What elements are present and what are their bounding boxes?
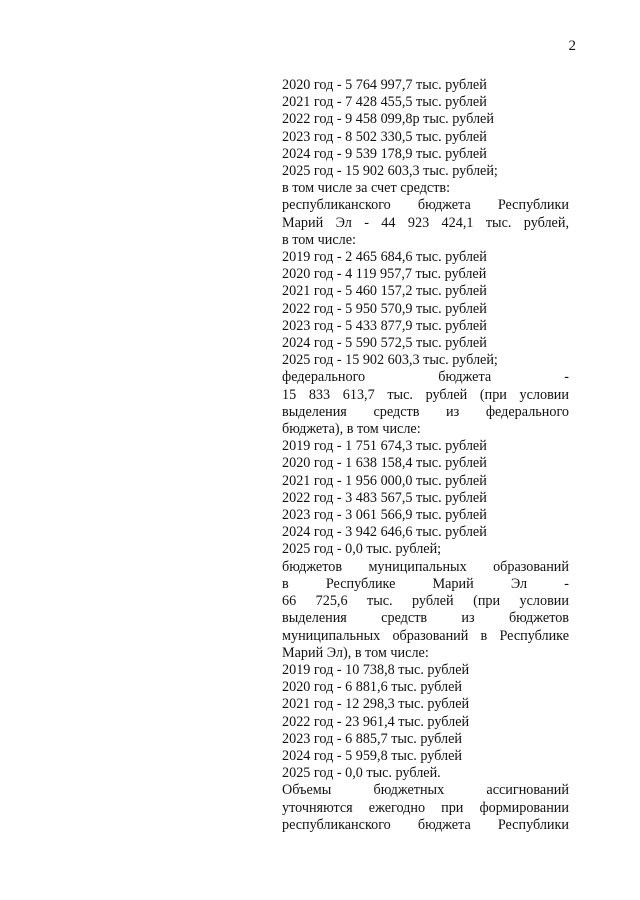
- text-line: 2020 год - 6 881,6 тыс. рублей: [282, 679, 462, 696]
- text-line: 2025 год - 0,0 тыс. рублей;: [282, 541, 442, 558]
- text-line: в Республике Марий Эл -: [282, 575, 569, 592]
- text-line: бюджета), в том числе:: [282, 421, 421, 438]
- text-line: 2021 год - 7 428 455,5 тыс. рублей: [282, 94, 487, 111]
- text-line: 2024 год - 5 590 572,5 тыс. рублей: [282, 335, 487, 352]
- text-line: 2020 год - 4 119 957,7 тыс. рублей: [282, 266, 487, 283]
- text-line: 2024 год - 9 539 178,9 тыс. рублей: [282, 145, 487, 162]
- text-line: 15 833 613,7 тыс. рублей (при условии: [282, 386, 569, 403]
- text-line: выделения средств из федерального: [282, 403, 569, 420]
- text-line: 2023 год - 5 433 877,9 тыс. рублей: [282, 317, 487, 334]
- text-line: 2020 год - 1 638 158,4 тыс. рублей: [282, 455, 487, 472]
- text-line: 2022 год - 23 961,4 тыс. рублей: [282, 713, 470, 730]
- text-line: 2021 год - 12 298,3 тыс. рублей: [282, 696, 470, 713]
- page-number: 2: [568, 38, 576, 54]
- text-line: 66 725,6 тыс. рублей (при условии: [282, 593, 569, 610]
- text-line: уточняются ежегодно при формировании: [282, 799, 569, 816]
- text-line: 2021 год - 5 460 157,2 тыс. рублей: [282, 283, 487, 300]
- text-line: 2025 год - 15 902 603,3 тыс. рублей;: [282, 352, 498, 369]
- text-line: в том числе:: [282, 231, 356, 248]
- text-line: федерального бюджета -: [282, 369, 569, 386]
- text-line: выделения средств из бюджетов: [282, 610, 569, 627]
- text-line: бюджетов муниципальных образований: [282, 558, 569, 575]
- text-line: 2022 год - 9 458 099,8р тыс. рублей: [282, 111, 494, 128]
- text-line: 2023 год - 6 885,7 тыс. рублей: [282, 730, 462, 747]
- funding-text-column: [282, 77, 569, 834]
- text-line: Объемы бюджетных ассигнований: [282, 782, 569, 799]
- text-line: республиканского бюджета Республики: [282, 197, 569, 214]
- text-line: 2021 год - 1 956 000,0 тыс. рублей: [282, 472, 487, 489]
- text-line: 2019 год - 10 738,8 тыс. рублей: [282, 661, 470, 678]
- text-line: Марий Эл), в том числе:: [282, 644, 429, 661]
- text-line: 2019 год - 1 751 674,3 тыс. рублей: [282, 438, 487, 455]
- text-line: 2025 год - 0,0 тыс. рублей.: [282, 765, 441, 782]
- text-line: республиканского бюджета Республики: [282, 816, 569, 833]
- text-line: 2019 год - 2 465 684,6 тыс. рублей: [282, 249, 487, 266]
- text-line: 2025 год - 15 902 603,3 тыс. рублей;: [282, 163, 498, 180]
- text-line: 2023 год - 3 061 566,9 тыс. рублей: [282, 507, 487, 524]
- text-line: муниципальных образований в Республике: [282, 627, 569, 644]
- text-line: 2020 год - 5 764 997,7 тыс. рублей: [282, 77, 487, 93]
- text-line: 2022 год - 3 483 567,5 тыс. рублей: [282, 489, 487, 506]
- text-line: 2022 год - 5 950 570,9 тыс. рублей: [282, 300, 487, 317]
- text-line: Марий Эл - 44 923 424,1 тыс. рублей,: [282, 214, 569, 231]
- text-line: 2024 год - 3 942 646,6 тыс. рублей: [282, 524, 487, 541]
- text-line: 2023 год - 8 502 330,5 тыс. рублей: [282, 128, 487, 145]
- text-line: 2024 год - 5 959,8 тыс. рублей: [282, 747, 462, 764]
- text-line: в том числе за счет средств:: [282, 180, 451, 197]
